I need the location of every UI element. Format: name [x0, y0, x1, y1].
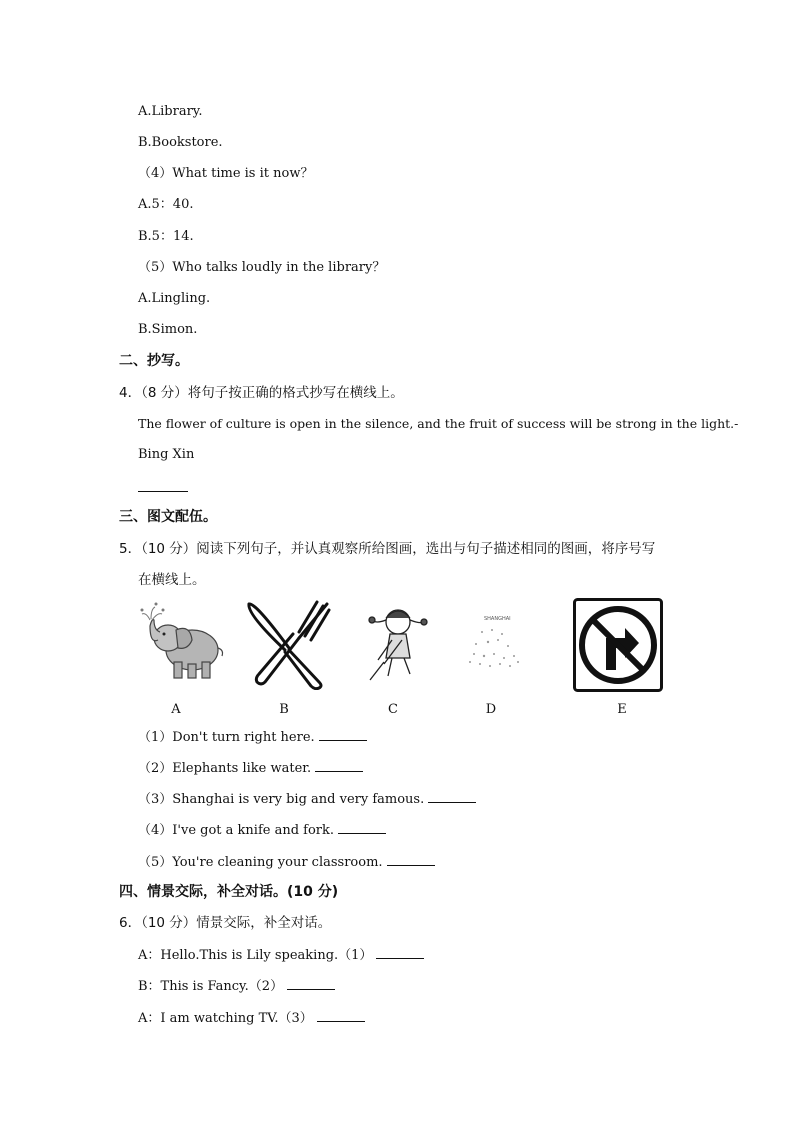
q6-line-1-blank[interactable] — [376, 946, 424, 959]
q6-line-3 — [138, 1009, 365, 1027]
q6-line-3-text: A：I am watching TV.（3） — [138, 1011, 313, 1026]
q5-item-4-text: （4）I've got a knife and fork. — [138, 823, 335, 838]
q4-stem: 4．（8 分）将句子按正确的格式抄写在横线上。 — [119, 385, 404, 401]
q5-item-1 — [138, 728, 367, 746]
elephant-icon — [136, 598, 228, 690]
q6-line-2-blank[interactable] — [287, 977, 335, 990]
q4-sentence-line1: The flower of culture is open in the silence, and the fruit of success will be strong in the light.- — [138, 416, 739, 431]
q5-item-2-text: （2）Elephants like water. — [138, 761, 312, 776]
q5-item-4-blank[interactable] — [338, 821, 386, 834]
q5-item-1-blank[interactable] — [319, 728, 367, 741]
q3-sub5-question: （5）Who talks loudly in the library？ — [138, 260, 386, 275]
q3-sub5-option-b: B.Simon. — [138, 322, 198, 337]
q5-item-5 — [138, 853, 435, 871]
q5-item-3-blank[interactable] — [428, 790, 476, 803]
q4-answer-blank[interactable] — [138, 491, 188, 492]
q3-sub4-option-a: A.5：40. — [138, 197, 194, 212]
picture-label-c: C — [388, 702, 398, 717]
q3-option-b: B.Bookstore. — [138, 135, 223, 150]
q3-sub5-option-a: A.Lingling. — [138, 291, 211, 306]
section-4-title: 四、情景交际，补全对话。(10 分) — [119, 884, 339, 900]
q5-item-1-text: （1）Don't turn right here. — [138, 730, 315, 745]
picture-label-e: E — [617, 702, 627, 717]
q5-item-5-text: （5）You're cleaning your classroom. — [138, 855, 383, 870]
q6-line-3-blank[interactable] — [317, 1009, 365, 1022]
q6-stem: 6．（10 分）情景交际，补全对话。 — [119, 915, 332, 931]
q5-item-5-blank[interactable] — [387, 853, 435, 866]
q3-sub4-question: （4）What time is it now？ — [138, 166, 314, 181]
girl-sweeping-icon — [362, 598, 432, 690]
picture-label-d: D — [485, 702, 497, 717]
q5-item-2-blank[interactable] — [315, 759, 363, 772]
q5-item-3-text: （3）Shanghai is very big and very famous. — [138, 792, 425, 807]
q5-item-3 — [138, 790, 476, 808]
q6-line-2-text: B：This is Fancy.（2） — [138, 979, 284, 994]
q6-line-2 — [138, 977, 335, 995]
q5-stem-line2: 在横线上。 — [138, 572, 206, 588]
section-3-title: 三、图文配伍。 — [119, 509, 217, 525]
picture-label-a: A — [171, 702, 181, 717]
q5-item-4 — [138, 821, 386, 839]
shanghai-caption: SHANGHAI — [484, 616, 511, 622]
picture-label-b: B — [279, 702, 289, 717]
q3-option-a: A.Library. — [138, 104, 203, 119]
q3-sub4-option-b: B.5：14. — [138, 229, 194, 244]
q5-stem-line1: 5．（10 分）阅读下列句子，并认真观察所给图画，选出与句子描述相同的图画，将序号写 — [119, 541, 656, 557]
q6-line-1-text: A：Hello.This is Lily speaking.（1） — [138, 948, 373, 963]
shanghai-map-icon — [462, 610, 526, 680]
no-right-turn-sign-icon — [573, 598, 663, 692]
q4-sentence-line2: Bing Xin — [138, 447, 195, 462]
q5-item-2 — [138, 759, 363, 777]
q6-line-1 — [138, 946, 424, 964]
knife-fork-icon — [243, 598, 333, 690]
section-2-title: 二、抄写。 — [119, 353, 189, 369]
